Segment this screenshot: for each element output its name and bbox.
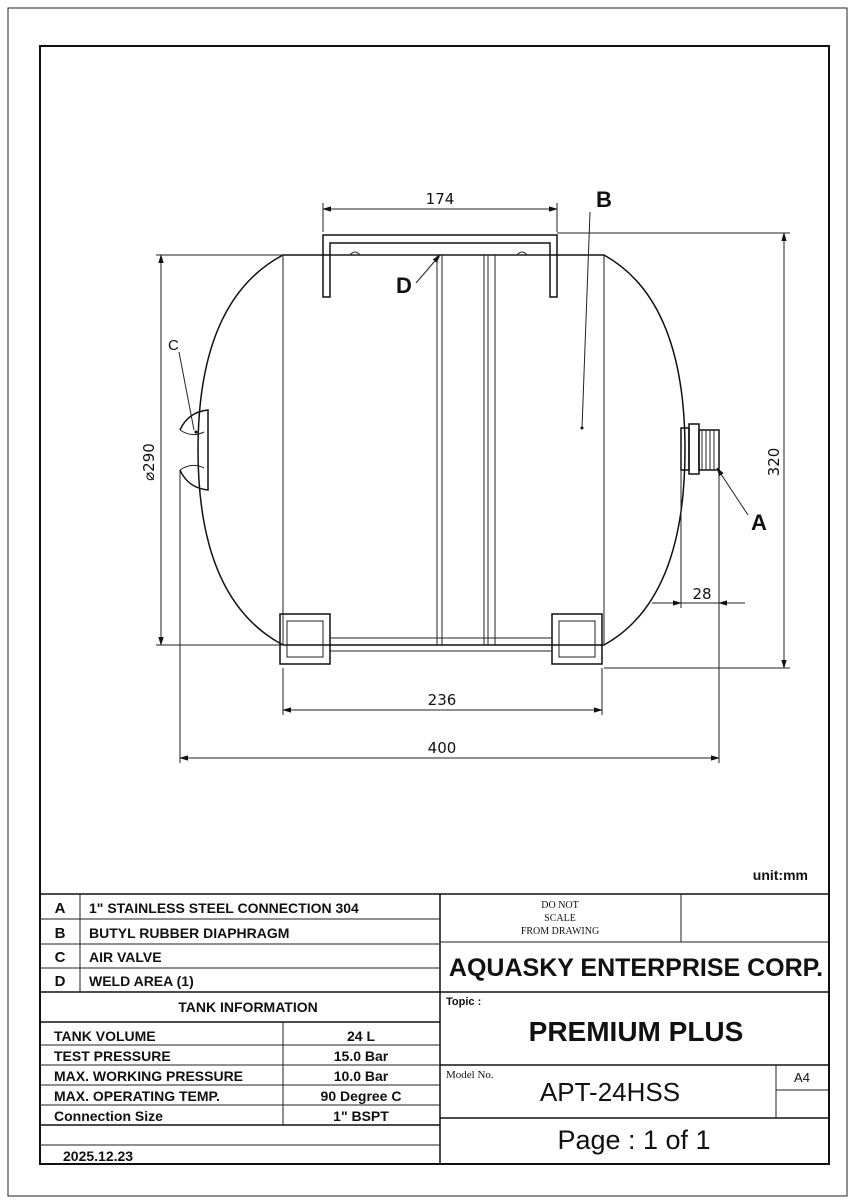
tank-feet xyxy=(280,614,602,664)
notice-line-1: DO NOT xyxy=(541,900,579,911)
test-pressure-value: 15.0 Bar xyxy=(333,1048,389,1064)
part-a-key: A xyxy=(54,900,66,917)
part-c-key: C xyxy=(54,949,66,966)
connection-size-label: Connection Size xyxy=(54,1108,163,1124)
working-pressure-label: MAX. WORKING PRESSURE xyxy=(54,1068,244,1084)
part-d-key: D xyxy=(54,973,66,990)
tank-info-title: TANK INFORMATION xyxy=(178,999,318,1015)
part-b-key: B xyxy=(54,925,66,942)
callout-b: B xyxy=(596,187,612,212)
part-d-desc: WELD AREA (1) xyxy=(89,973,194,989)
working-pressure-value: 10.0 Bar xyxy=(333,1068,389,1084)
air-valve xyxy=(180,410,208,490)
drawing-date: 2025.12.23 xyxy=(63,1148,134,1164)
operating-temp-label: MAX. OPERATING TEMP. xyxy=(54,1088,220,1104)
unit-label: unit:mm xyxy=(752,867,808,883)
operating-temp-value: 90 Degree C xyxy=(320,1088,402,1104)
test-pressure-label: TEST PRESSURE xyxy=(54,1048,171,1064)
model-label: Model No. xyxy=(446,1069,494,1081)
notice-line-3: FROM DRAWING xyxy=(520,926,600,937)
company-name: AQUASKY ENTERPRISE CORP. xyxy=(448,954,824,982)
callout-d: D xyxy=(396,273,412,298)
connection-size-value: 1" BSPT xyxy=(333,1108,389,1124)
notice-line-2: SCALE xyxy=(544,913,576,924)
callout-a: A xyxy=(751,510,767,535)
parts-legend xyxy=(40,894,440,992)
dim-diameter: 290 xyxy=(140,443,158,472)
topic-value: PREMIUM PLUS xyxy=(528,1016,744,1047)
tank-info-table xyxy=(40,999,440,1164)
volume-value: 24 L xyxy=(346,1028,376,1044)
page-number: Page : 1 of 1 xyxy=(557,1125,711,1155)
drawing-frame xyxy=(40,46,829,1164)
dim-connection-length: 28 xyxy=(692,585,712,603)
tank-drawing xyxy=(180,235,719,664)
callout-c: C xyxy=(168,337,179,354)
dim-height: 320 xyxy=(765,447,783,477)
pipe-connection xyxy=(681,424,719,474)
dim-overall-length: 400 xyxy=(427,739,457,757)
mounting-bracket xyxy=(323,235,557,297)
model-number: APT-24HSS xyxy=(539,1077,681,1107)
dim-diameter-group xyxy=(140,443,158,481)
dimension-lines xyxy=(156,203,790,763)
title-block xyxy=(40,894,829,1164)
topic-label: Topic : xyxy=(446,996,482,1008)
dim-foot-span: 236 xyxy=(427,691,457,709)
part-a-desc: 1" STAINLESS STEEL CONNECTION 304 xyxy=(89,900,359,916)
sheet-size: A4 xyxy=(794,1070,810,1085)
volume-label: TANK VOLUME xyxy=(54,1028,156,1044)
diameter-symbol: ⌀ xyxy=(140,471,158,481)
company-block xyxy=(440,894,829,1155)
part-c-desc: AIR VALVE xyxy=(89,949,162,965)
part-b-desc: BUTYL RUBBER DIAPHRAGM xyxy=(89,925,290,941)
dim-top-width: 174 xyxy=(425,190,455,208)
